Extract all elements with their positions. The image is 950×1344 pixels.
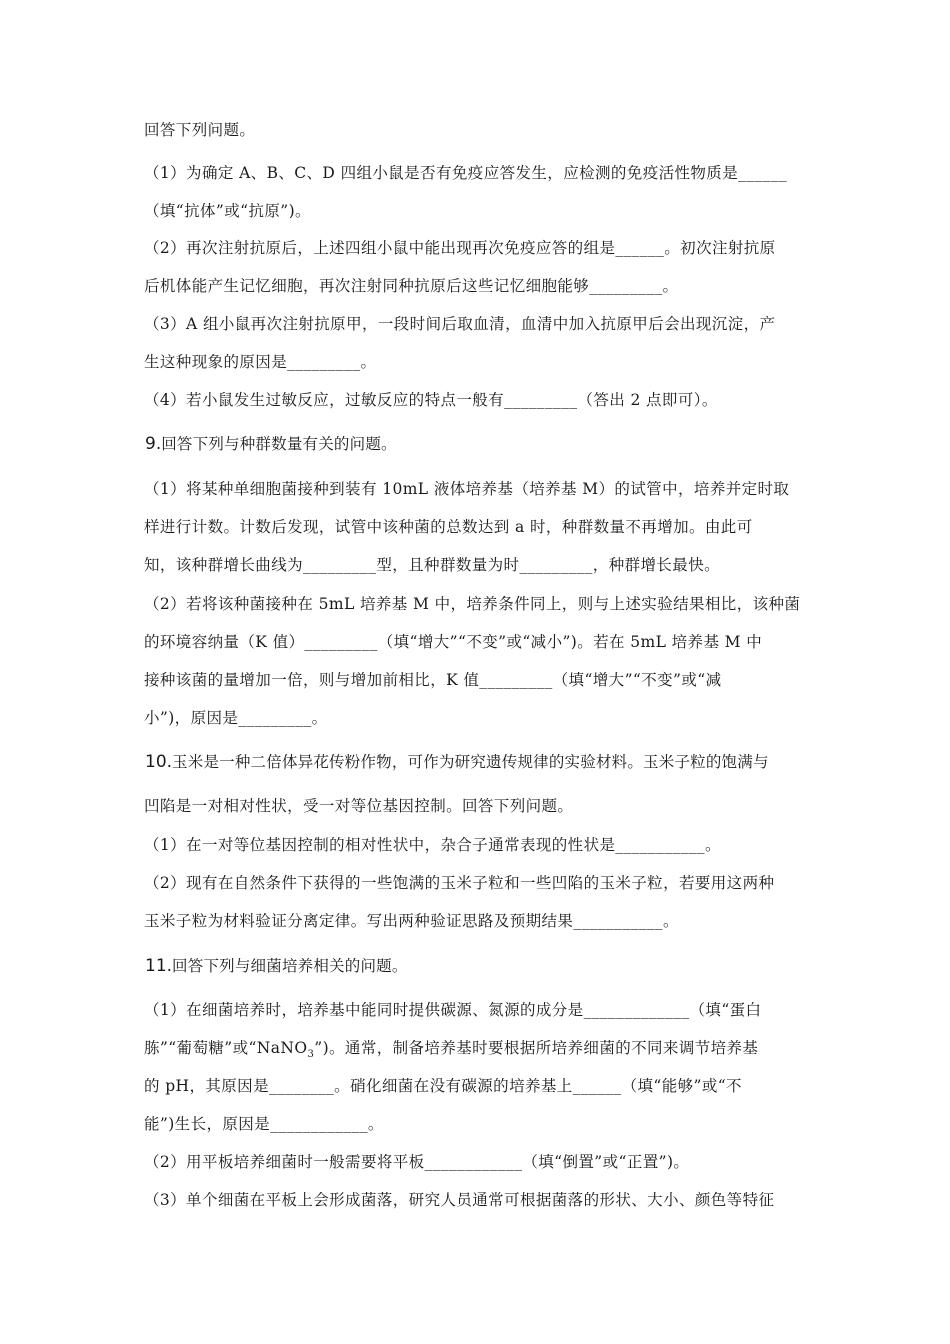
q10-line: 凹陷是一对相对性状，受一对等位基因控制。回答下列问题。: [144, 797, 574, 815]
subscript: 3: [307, 1049, 315, 1061]
q9-line: （2）若将该种菌接种在 5mL 培养基 M 中，培养条件同上，则与上述实验结果相比，该种菌: [144, 595, 801, 613]
q9-line: 的环境容纳量（K 值）_________（填“增大”“不变”或“减小”)。若在 5mL 培养基 M 中: [144, 633, 763, 651]
q8-part2-line1: （2）再次注射抗原后，上述四组小鼠中能出现再次免疫应答的组是______。初次注射抗原: [144, 239, 776, 257]
question-9-heading: [145, 434, 815, 454]
q8-part2-line2: 后机体能产生记忆细胞，再次注射同种抗原后这些记忆细胞能够_________。: [144, 277, 679, 295]
line-text: 胨”“葡萄糖”或“NaNO: [144, 1039, 308, 1057]
q8-part1-line2: （填“抗体”或“抗原”)。: [144, 202, 311, 220]
q11-line: （3）单个细菌在平板上会形成菌落，研究人员通常可根据菌落的形状、大小、颜色等特征: [144, 1191, 775, 1209]
q8-part3-line2: 生这种现象的原因是_________。: [144, 353, 377, 371]
question-text: 回答下列与细菌培养相关的问题。: [172, 957, 408, 975]
line-text: ”)。通常，制备培养基时要根据所培养细菌的不同来调节培养基: [314, 1039, 759, 1057]
q11-line: 能”)生长，原因是____________。: [144, 1115, 384, 1133]
q11-line-with-subscript: [144, 1038, 814, 1065]
question-text: 回答下列与种群数量有关的问题。: [161, 435, 397, 453]
q8-part4-line1: （4）若小鼠发生过敏反应，过敏反应的特点一般有_________（答出 2 点即可）。: [144, 391, 718, 409]
q9-line: （1）将某种单细胞菌接种到装有 10mL 液体培养基（培养基 M）的试管中，培养并定时取: [144, 480, 790, 498]
question-number: 9.: [145, 434, 162, 454]
q9-line: 接种该菌的量增加一倍，则与增加前相比，K 值_________（填“增大”“不变”或“减: [144, 671, 722, 689]
q10-line: （1）在一对等位基因控制的相对性状中，杂合子通常表现的性状是___________。: [144, 836, 721, 854]
q8-part3-line1: （3）A 组小鼠再次注射抗原甲，一段时间后取血清，血清中加入抗原甲后会出现沉淀，产: [144, 315, 776, 333]
q10-line: 玉米子粒为材料验证分离定律。写出两种验证思路及预期结果___________。: [144, 912, 679, 930]
q8-part1-line1: （1）为确定 A、B、C、D 四组小鼠是否有免疫应答发生，应检测的免疫活性物质是______: [144, 164, 787, 182]
q11-line: （2）用平板培养细菌时一般需要将平板____________（填“倒置”或“正置”)。: [144, 1153, 690, 1171]
intro-line: 回答下列问题。: [144, 121, 256, 139]
question-11-heading: [145, 956, 815, 976]
q9-line: 知，该种群增长曲线为_________型，且种群数量为时_________，种群增长最快。: [144, 556, 721, 574]
q10-line: （2）现有在自然条件下获得的一些饱满的玉米子粒和一些凹陷的玉米子粒，若要用这两种: [144, 874, 775, 892]
question-number: 11.: [145, 956, 173, 976]
q11-line: （1）在细菌培养时，培养基中能同时提供碳源、氮源的成分是_____________（填“蛋白: [144, 1001, 762, 1019]
question-10-heading: [145, 752, 815, 772]
q9-line: 样进行计数。计数后发现，试管中该种菌的总数达到 a 时，种群数量不再增加。由此可: [144, 518, 753, 536]
q11-line: 的 pH，其原因是________。硝化细菌在没有碳源的培养基上______（填“能够”或“不: [144, 1077, 742, 1095]
q9-line: 小”)，原因是_________。: [144, 709, 328, 727]
question-text: 玉米是一种二倍体异花传粉作物，可作为研究遗传规律的实验材料。玉米子粒的饱满与: [172, 753, 769, 771]
question-number: 10.: [145, 752, 173, 772]
